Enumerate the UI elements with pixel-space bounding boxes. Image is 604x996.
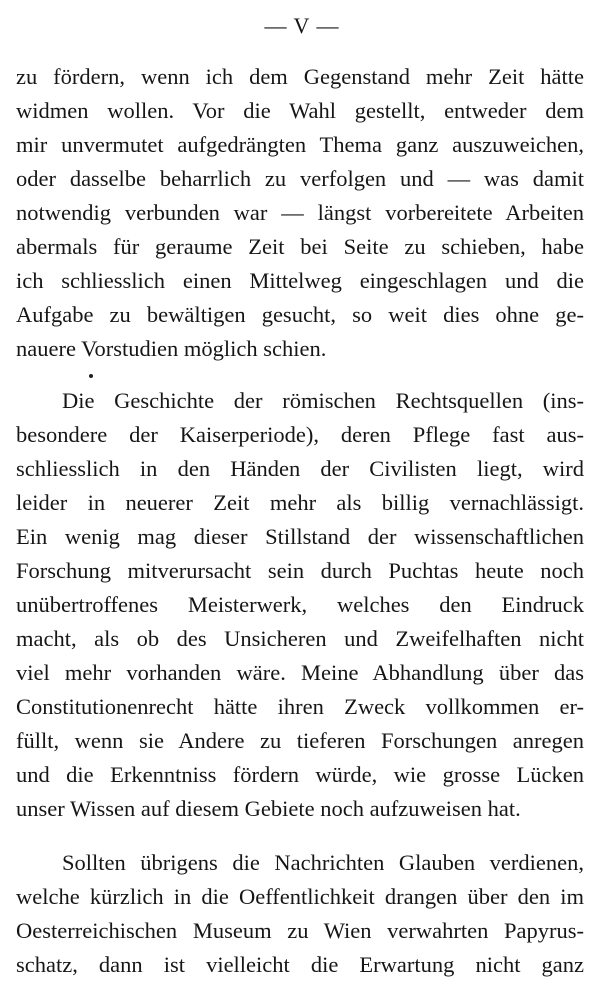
page-header: — V — bbox=[264, 13, 340, 38]
text-line: macht, als ob des Unsicheren und Zweifelhaften nicht bbox=[16, 626, 584, 651]
text-line: abermals für geraume Zeit bei Seite zu schieben, habe bbox=[16, 234, 584, 259]
text-line: und die Erkenntniss fördern würde, wie grosse Lücken bbox=[16, 762, 584, 787]
text-line: Sollten übrigens die Nachrichten Glauben verdienen, bbox=[62, 850, 584, 875]
text-line: Die Geschichte der römischen Rechtsquellen (ins- bbox=[62, 388, 584, 413]
text-line: füllt, wenn sie Andere zu tieferen Forschungen anregen bbox=[16, 728, 584, 753]
text-line: schliesslich in den Händen der Civilisten liegt, wird bbox=[16, 456, 584, 481]
text-line: oder dasselbe beharrlich zu verfolgen und — was damit bbox=[16, 166, 584, 191]
text-line: viel mehr vorhanden wäre. Meine Abhandlung über das bbox=[16, 660, 584, 685]
text-line: widmen wollen. Vor die Wahl gestellt, entweder dem bbox=[16, 98, 584, 123]
text-line: unser Wissen auf diesem Gebiete noch aufzuweisen hat. bbox=[16, 796, 521, 821]
text-line: zu fördern, wenn ich dem Gegenstand mehr Zeit hätte bbox=[16, 64, 584, 89]
text-line: ich schliesslich einen Mittelweg eingeschlagen und die bbox=[16, 268, 584, 293]
text-line: mir unvermutet aufgedrängten Thema ganz auszuweichen, bbox=[16, 132, 584, 157]
ink-speck bbox=[89, 374, 93, 378]
text-line: Oesterreichischen Museum zu Wien verwahrten Papyrus- bbox=[16, 918, 584, 943]
text-line: leider in neuerer Zeit mehr als billig vernachlässigt. bbox=[16, 490, 584, 515]
text-line: Constitutionenrecht hätte ihren Zweck vollkommen er- bbox=[16, 694, 584, 719]
text-line: welche kürzlich in die Oeffentlichkeit drangen über den im bbox=[16, 884, 584, 909]
text-line: schatz, dann ist vielleicht die Erwartung nicht ganz bbox=[16, 952, 584, 977]
text-line: notwendig verbunden war — längst vorbereitete Arbeiten bbox=[16, 200, 584, 225]
text-line: Forschung mitverursacht sein durch Puchtas heute noch bbox=[16, 558, 584, 583]
text-line: Ein wenig mag dieser Stillstand der wissenschaftlichen bbox=[16, 524, 584, 549]
text-line: nauere Vorstudien möglich schien. bbox=[16, 336, 327, 361]
text-line: besondere der Kaiserperiode), deren Pflege fast aus- bbox=[16, 422, 584, 447]
text-line: Aufgabe zu bewältigen gesucht, so weit dies ohne ge- bbox=[16, 302, 584, 327]
text-line: unübertroffenes Meisterwerk, welches den Eindruck bbox=[16, 592, 584, 617]
